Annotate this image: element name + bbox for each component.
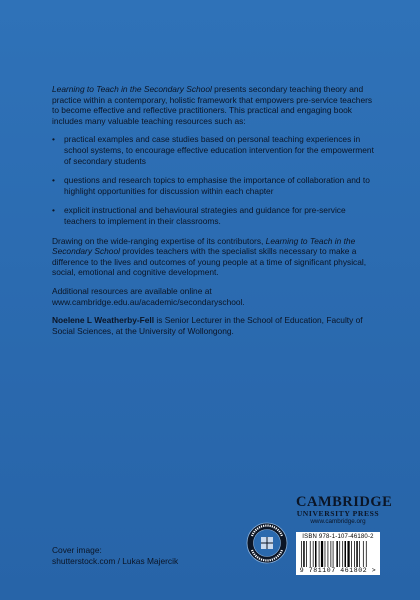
publisher-seal-icon: [246, 522, 288, 564]
expertise-paragraph: [52, 236, 377, 278]
publisher-url: www.cambridge.org: [310, 518, 366, 525]
expertise-book-title: Learning to Teach in the Secondary School: [52, 235, 356, 257]
intro-paragraph: [52, 84, 377, 126]
barcode-digits: 9 781107 461802 >: [299, 567, 377, 574]
cover-credits: [52, 545, 178, 566]
resource-list: [52, 134, 377, 226]
cover-credit-source: shutterstock.com / Lukas Majercik: [52, 555, 179, 566]
list-item-text: explicit instructional and behavioural strategies and guidance for pre-service teachers to implement in their classrooms.: [64, 205, 346, 226]
bullet-marker: •: [52, 205, 55, 216]
expertise-text-end: provides teachers with the specialist skills necessary to make a difference to the lives and outcomes of young people at a time of significant physical, social, emotional and cognitive development.: [52, 246, 367, 278]
intro-text: presents secondary teaching theory and practice within a contemporary, holistic framework that empowers pre-service teachers to become effective and reflective practitioners. This practical and engaging book includes many valuable teaching resources such as:: [52, 84, 373, 126]
blurb: [52, 84, 377, 344]
author-paragraph: [52, 315, 377, 336]
list-item: [52, 205, 377, 226]
bullet-marker: •: [52, 175, 55, 186]
list-item: [52, 175, 377, 196]
list-item-text: questions and research topics to emphasise the importance of collaboration and to highlight opportunities for discussion within each chapter: [64, 175, 370, 196]
list-item: [52, 134, 377, 166]
list-item-text: practical examples and case studies based on personal teaching experiences in school systems, to encourage effective education intervention for the empowerment of secondary students: [64, 134, 374, 166]
intro-book-title: Learning to Teach in the Secondary School: [52, 84, 212, 94]
barcode-panel: [296, 532, 380, 575]
bullet-marker: •: [52, 134, 55, 145]
author-bio: is Senior Lecturer in the School of Education, Faculty of Social Sciences, at the University of Wollongong.: [52, 315, 363, 336]
publisher-subtitle: UNIVERSITY PRESS: [296, 509, 380, 518]
publisher-name: CAMBRIDGE: [296, 494, 393, 510]
isbn-number: ISBN 978-1-107-46180-2: [302, 534, 374, 540]
barcode-icon: [299, 541, 377, 567]
publisher-logo: [296, 494, 393, 526]
resources-paragraph: Additional resources are available online at www.cambridge.edu.au/academic/secondaryschool.: [52, 285, 245, 307]
author-name: Noelene L Weatherby-Fell: [52, 315, 155, 326]
cover-credit-label: Cover image:: [52, 545, 102, 555]
expertise-text-start: Drawing on the wide-ranging expertise of its contributors,: [52, 235, 266, 246]
